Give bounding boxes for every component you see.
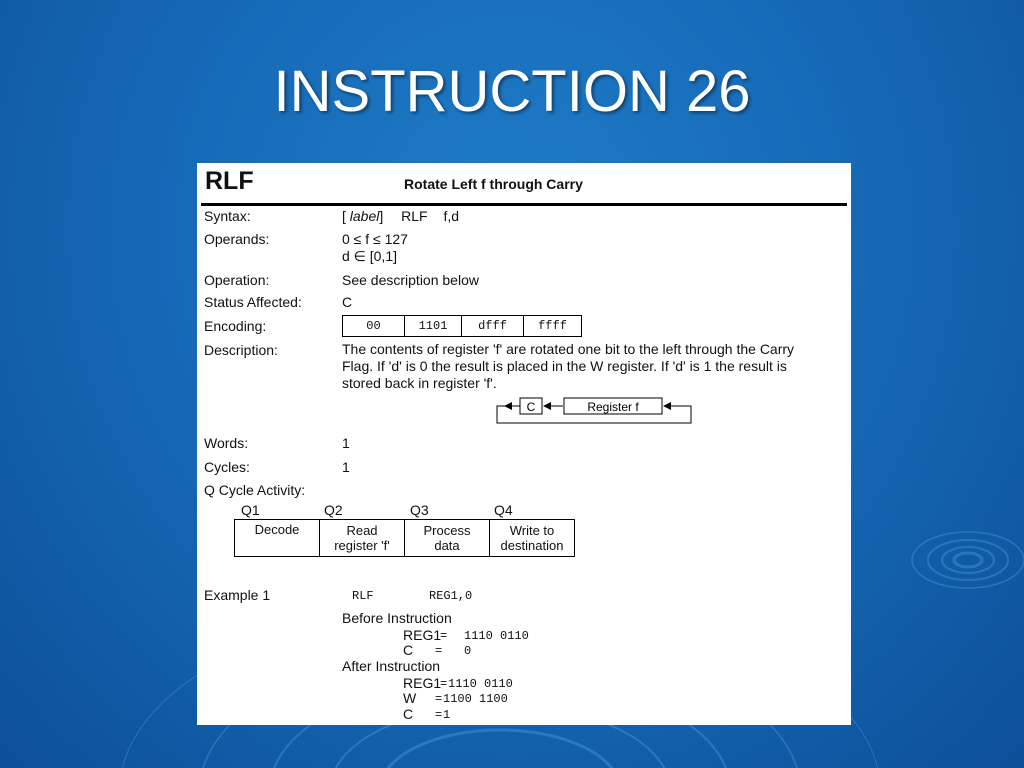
before-c-eq: = xyxy=(435,644,443,658)
operands-line1: 0 ≤ f ≤ 127 xyxy=(342,231,408,247)
register-label: Register f xyxy=(587,400,639,414)
header-rule xyxy=(201,203,847,206)
description-line: stored back in register 'f'. xyxy=(342,375,497,391)
before-c-value: 0 xyxy=(464,644,472,658)
encoding-table xyxy=(342,315,582,337)
before-reg1-eq: = xyxy=(440,629,448,643)
before-reg1-name: REG1 xyxy=(403,627,442,643)
q-cell-line: destination xyxy=(500,538,564,553)
operation-value: See description below xyxy=(342,272,479,288)
qcycle-table xyxy=(234,519,575,557)
syntax-label-word: label xyxy=(349,208,380,224)
syntax-op: RLF xyxy=(401,208,428,224)
after-c-name: C xyxy=(403,706,414,722)
after-c-eq: = xyxy=(435,708,443,722)
syntax-value xyxy=(342,208,459,224)
words-value: 1 xyxy=(342,435,350,451)
q-cell-line: Process xyxy=(423,523,471,538)
after-reg1-eq: = xyxy=(440,677,448,691)
q-cell xyxy=(235,520,320,557)
description-line: Flag. If 'd' is 0 the result is placed in the W register. If 'd' is 1 the result is xyxy=(342,358,787,374)
instruction-subtitle: Rotate Left f through Carry xyxy=(404,176,583,192)
words-label: Words: xyxy=(204,435,249,451)
description-text xyxy=(342,341,794,392)
after-label: After Instruction xyxy=(342,658,441,674)
after-reg1-value: 1110 0110 xyxy=(448,677,513,691)
q-cell xyxy=(405,520,490,557)
q-cell xyxy=(320,520,405,557)
q-cell xyxy=(490,520,575,557)
example-op: RLF xyxy=(352,589,374,603)
example-label: Example 1 xyxy=(204,587,271,603)
q-header: Q2 xyxy=(324,502,343,518)
q-cell-line: register 'f' xyxy=(334,538,390,553)
after-w-eq: = xyxy=(435,692,443,706)
after-reg1-name: REG1 xyxy=(403,675,442,691)
mnemonic: RLF xyxy=(205,167,254,195)
encoding-label: Encoding: xyxy=(204,318,267,334)
after-w-value: 1100 1100 xyxy=(443,692,508,706)
after-w-name: W xyxy=(403,690,417,706)
q-cell-line: data xyxy=(434,538,460,553)
q-header: Q1 xyxy=(241,502,260,518)
cycles-value: 1 xyxy=(342,459,350,475)
syntax-args: f,d xyxy=(443,208,460,224)
after-c-value: 1 xyxy=(443,708,451,722)
before-reg1-value: 1110 0110 xyxy=(464,629,529,643)
example-args: REG1,0 xyxy=(429,589,473,603)
qcycle-label: Q Cycle Activity: xyxy=(204,482,306,498)
operands-line2: d ∈ [0,1] xyxy=(342,248,398,264)
syntax-label: Syntax: xyxy=(204,208,251,224)
cycles-label: Cycles: xyxy=(204,459,250,475)
encoding-field: 00 xyxy=(343,316,405,337)
q-cell-line: Decode xyxy=(254,522,300,537)
operation-label: Operation: xyxy=(204,272,270,288)
before-label: Before Instruction xyxy=(342,610,452,626)
operands-label: Operands: xyxy=(204,231,270,247)
encoding-field: 1101 xyxy=(405,316,462,337)
description-line: The contents of register 'f' are rotated one bit to the left through the Carry xyxy=(342,341,795,357)
status-label: Status Affected: xyxy=(204,294,302,310)
encoding-field: dfff xyxy=(462,316,524,337)
status-value: C xyxy=(342,294,353,310)
q-cell-line: Write to xyxy=(509,523,555,538)
carry-label: C xyxy=(526,400,536,414)
encoding-field: ffff xyxy=(524,316,582,337)
rotate-diagram xyxy=(487,392,697,428)
instruction-sheet xyxy=(197,163,851,725)
syntax-bracket-open: [ xyxy=(342,208,346,224)
q-header: Q3 xyxy=(410,502,429,518)
description-label: Description: xyxy=(204,342,278,358)
slide-title: INSTRUCTION 26 xyxy=(273,59,751,124)
syntax-bracket-close: ] xyxy=(379,208,384,224)
q-header: Q4 xyxy=(494,502,513,518)
q-cell-line: Read xyxy=(346,523,378,538)
before-c-name: C xyxy=(403,642,414,658)
